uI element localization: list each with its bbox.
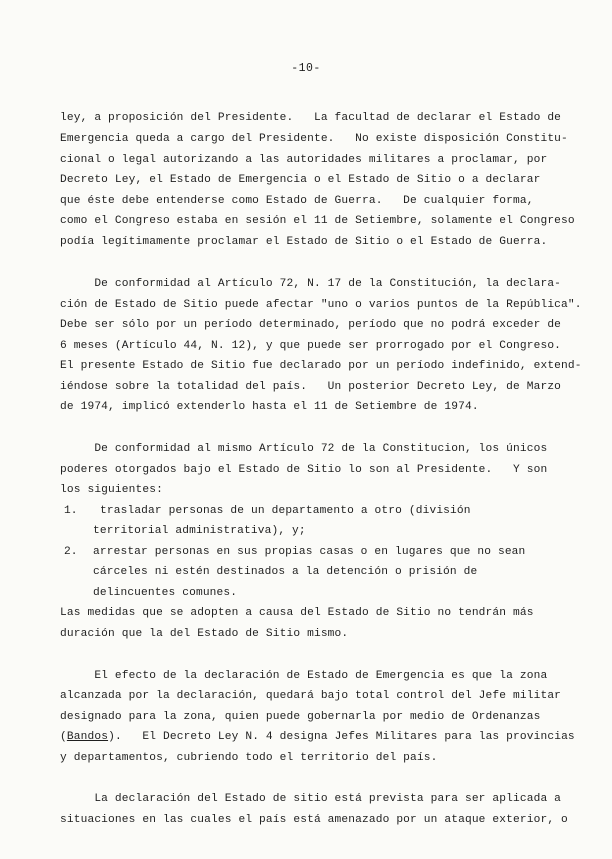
text-line: iéndose sobre la totalidad del país. Un posterior Decreto Ley, de Marzo	[60, 381, 562, 393]
bandos-underlined: Bandos	[66, 731, 109, 743]
text-line: ción de Estado de Sitio puede afectar "uno o varios puntos de la República".	[60, 299, 582, 311]
list-item-line: arrestar personas en sus propias casas o en lugares que no sean	[93, 546, 526, 558]
text-line: Emergencia queda a cargo del Presidente. No existe disposición Constitu-	[60, 133, 568, 145]
text-line: que éste debe entenderse como Estado de Guerra. De cualquier forma,	[60, 195, 534, 207]
list-item-line: delincuentes comunes.	[93, 587, 238, 599]
text-line: De conformidad al mismo Artículo 72 de la Constitucion, los únicos	[60, 443, 548, 455]
paren-close: )	[108, 731, 115, 743]
list-number: 1.	[64, 505, 78, 517]
page-number: -10-	[291, 62, 321, 75]
text-line: ley, a proposición del Presidente. La facultad de declarar el Estado de	[60, 112, 562, 124]
text-line: como el Congreso estaba en sesión el 11 de Setiembre, solamente el Congreso	[60, 215, 575, 227]
text-line: Las medidas que se adopten a causa del Estado de Sitio no tendrán más	[60, 607, 534, 619]
text-line: duración que la del Estado de Sitio mismo.	[60, 628, 349, 640]
text-line: de 1974, implicó extenderlo hasta el 11 de Setiembre de 1974.	[60, 401, 479, 413]
list-item-line: cárceles ni estén destinados a la detención o prisión de	[93, 566, 478, 578]
text-line: Debe ser sólo por un período determinado, período que no podrá exceder de	[60, 319, 562, 331]
list-number: 2.	[64, 546, 78, 558]
text-line: podía legítimamente proclamar el Estado de Sitio o el Estado de Guerra.	[60, 236, 548, 248]
text-line: los siguientes:	[60, 484, 163, 496]
text-line: situaciones en las cuales el país está amenazado por un ataque exterior, o	[60, 814, 568, 826]
text-line-bandos	[60, 731, 575, 743]
text-line: Decreto Ley, el Estado de Emergencia o el Estado de Sitio o a declarar	[60, 174, 541, 186]
text-line: 6 meses (Artículo 44, N. 12), y que puede ser prorrogado por el Congreso.	[60, 340, 562, 352]
text-line: poderes otorgados bajo el Estado de Sitio lo son al Presidente. Y son	[60, 464, 548, 476]
text-line: El efecto de la declaración de Estado de Emergencia es que la zona	[60, 670, 548, 682]
text-line: De conformidad al Artículo 72, N. 17 de la Constitución, la declara-	[60, 278, 562, 290]
text-line: y departamentos, cubriendo todo el territorio del país.	[60, 752, 438, 764]
paren-open: (	[60, 731, 67, 743]
text-line: cional o legal autorizando a las autoridades militares a proclamar, por	[60, 154, 548, 166]
text-line: alcanzada por la declaración, quedará bajo total control del Jefe militar	[60, 690, 562, 702]
list-item-line: territorial administrativa), y;	[93, 525, 306, 537]
text-line: La declaración del Estado de sitio está prevista para ser aplicada a	[60, 793, 562, 805]
bandos-rest: . El Decreto Ley N. 4 designa Jefes Militares para las provincias	[114, 731, 575, 743]
text-line: designado para la zona, quien puede gobernarla por medio de Ordenanzas	[60, 711, 541, 723]
text-line: El presente Estado de Sitio fue declarado por un período indefinido, extend-	[60, 360, 582, 372]
list-item-line: trasladar personas de un departamento a otro (división	[100, 505, 471, 517]
